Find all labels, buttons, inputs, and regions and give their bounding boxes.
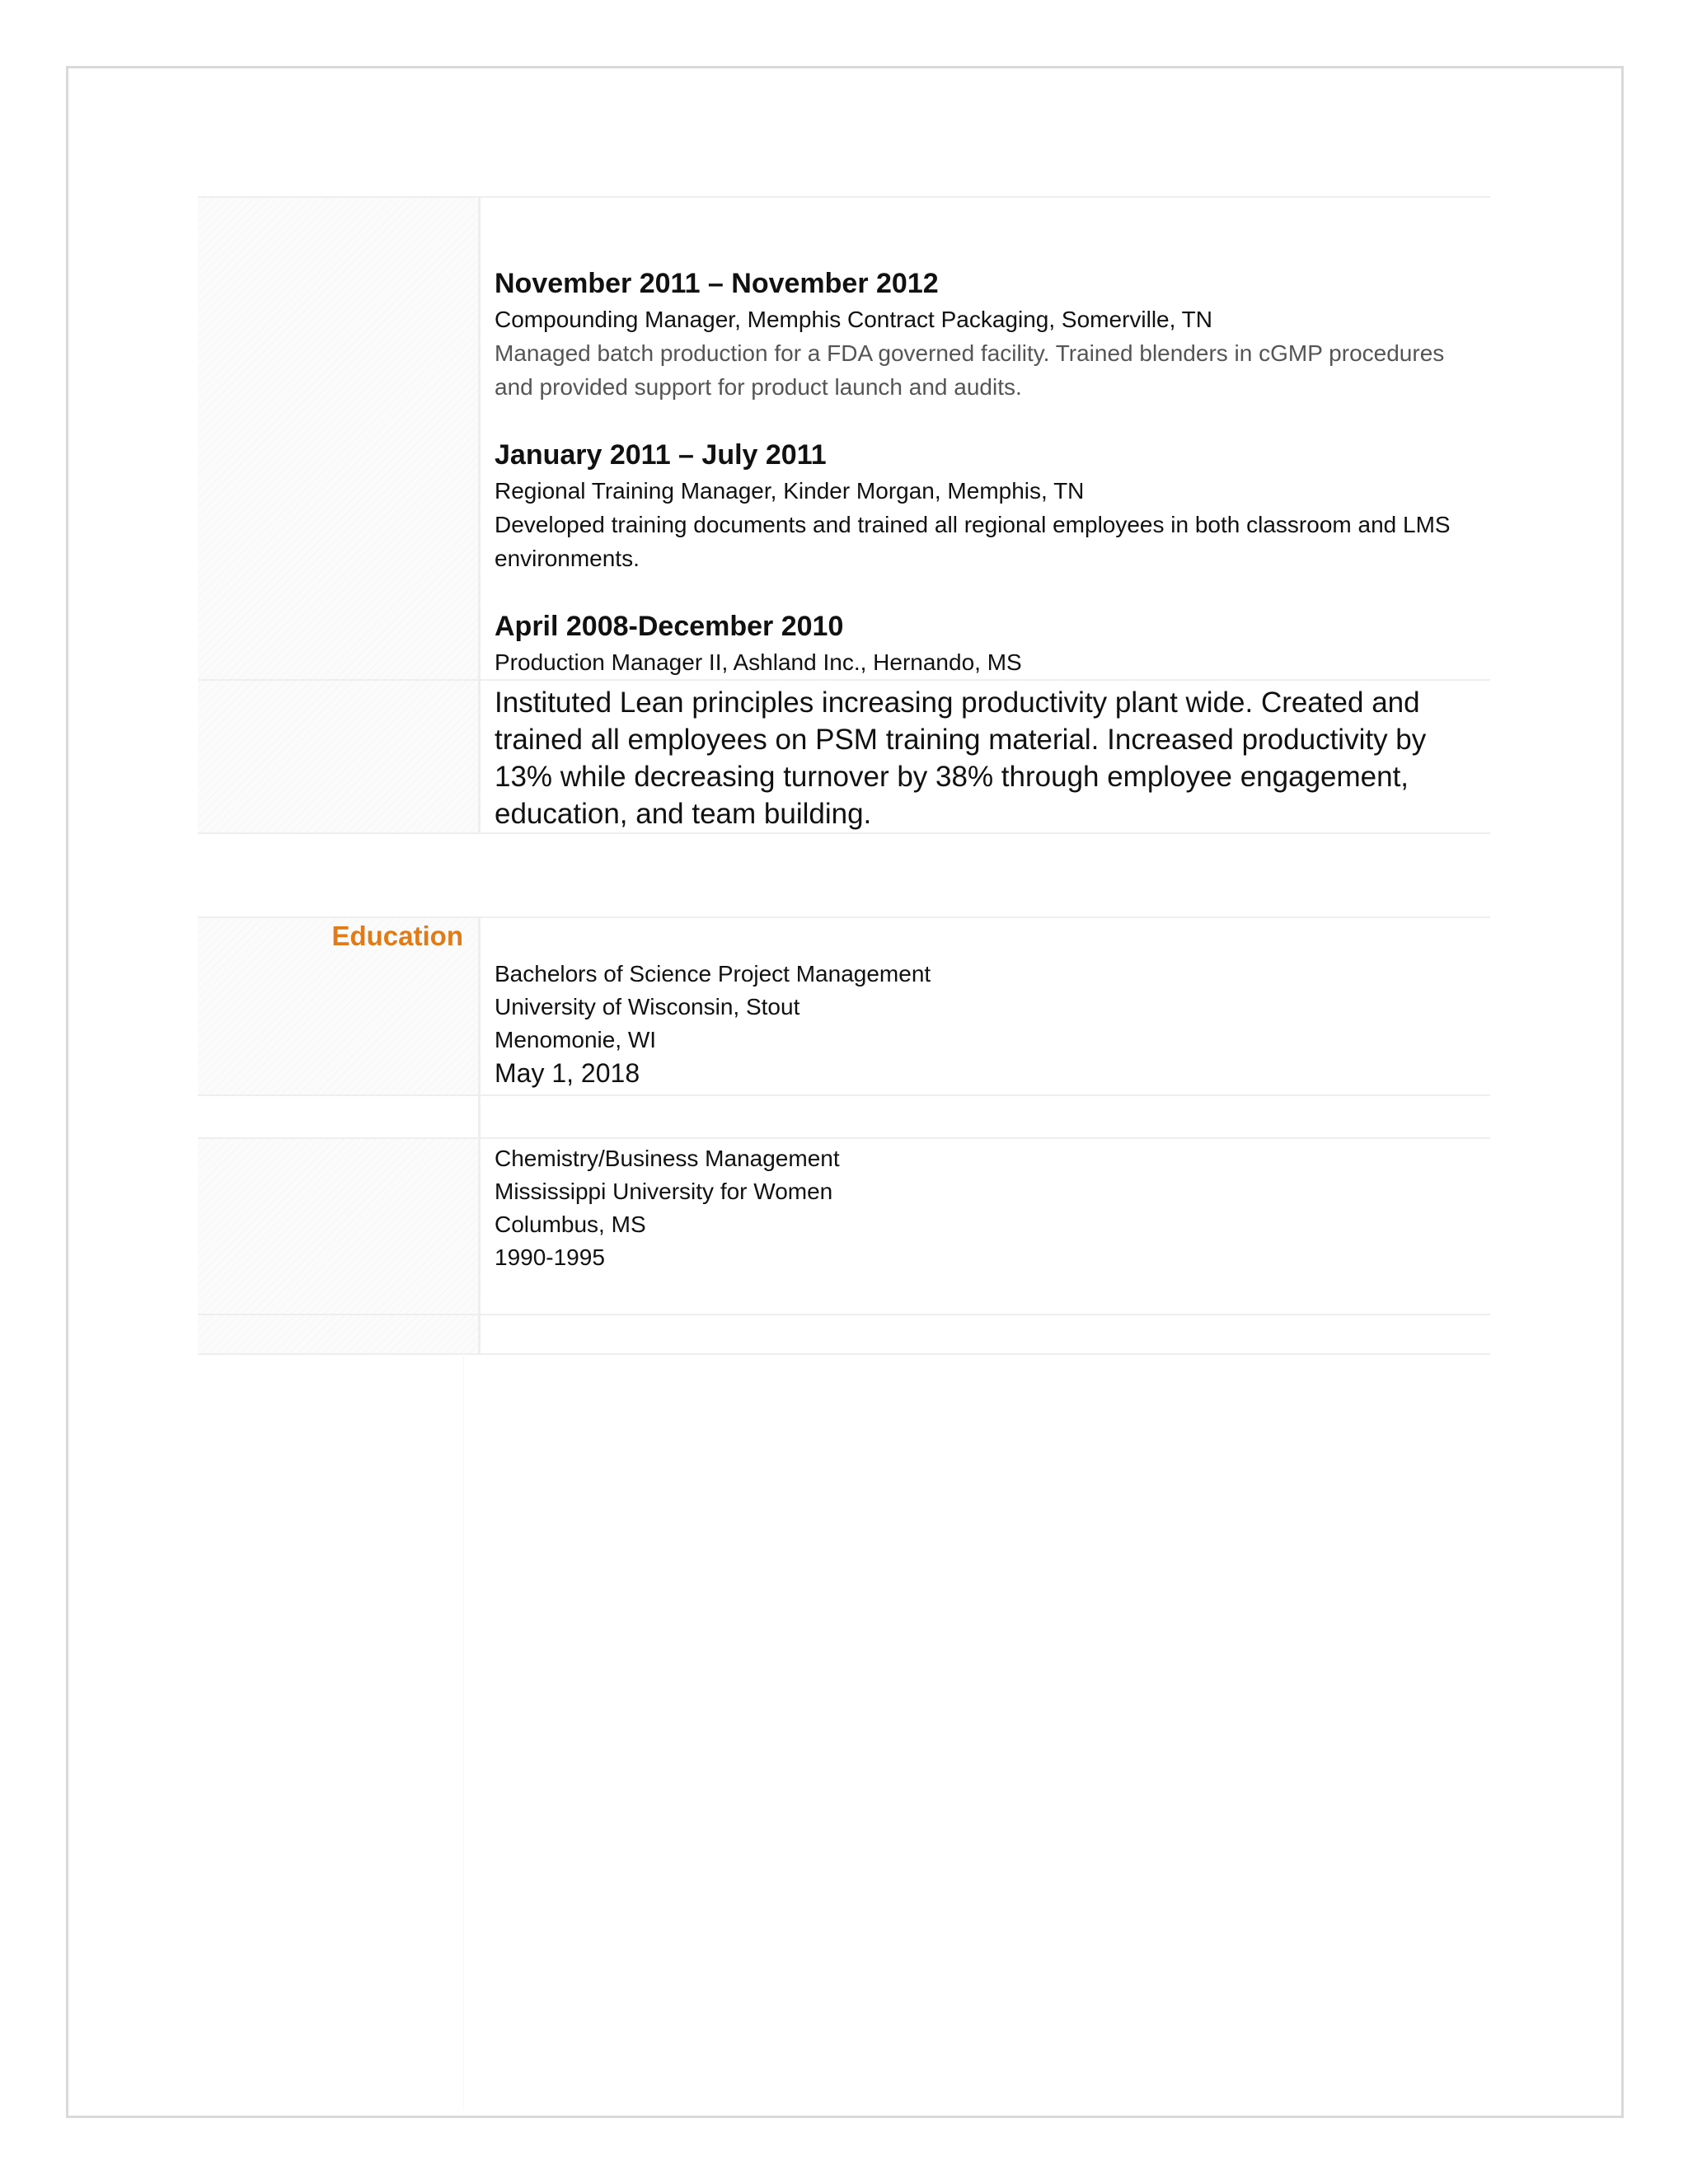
- education-divider: [478, 918, 481, 1094]
- job-entry: [495, 608, 1484, 679]
- education-school: Mississippi University for Women: [495, 1179, 833, 1204]
- education-degree: Bachelors of Science Project Management: [495, 961, 931, 987]
- education-degree: Chemistry/Business Management: [495, 1146, 840, 1171]
- faint-column-guide: [463, 1352, 464, 2110]
- table-rule-final: [198, 1353, 1490, 1355]
- education-divider-2: [478, 1139, 481, 1353]
- education-date: 1990-1995: [495, 1244, 605, 1270]
- job-description-block: [495, 684, 1484, 832]
- education-left-cell-2: [198, 1139, 478, 1314]
- job-entry: [495, 265, 1484, 404]
- job-description: Managed batch production for a FDA governed facility. Trained blenders in cGMP procedures and provided support for product launch and audits.: [495, 340, 1445, 400]
- education-entry: [495, 958, 1484, 1090]
- job-title: Production Manager II, Ashland Inc., Hernando, MS: [495, 649, 1022, 675]
- education-location: Menomonie, WI: [495, 1027, 657, 1052]
- education-location: Columbus, MS: [495, 1212, 646, 1237]
- job-dates: November 2011 – November 2012: [495, 268, 939, 299]
- experience-divider: [478, 198, 481, 832]
- job-dates: January 2011 – July 2011: [495, 439, 827, 471]
- job-description: Instituted Lean principles increasing productivity plant wide. Created and trained all employees on PSM training material. Increased productivity by 13% while decreasing turnover by 38% through employee engagement, education, and team building.: [495, 687, 1427, 830]
- experience-left-cell-2: [198, 681, 478, 832]
- job-title: Compounding Manager, Memphis Contract Packaging, Somerville, TN: [495, 307, 1213, 332]
- experience-left-cell: [198, 198, 478, 679]
- education-school: University of Wisconsin, Stout: [495, 994, 800, 1019]
- education-divider-gap: [478, 1096, 481, 1137]
- education-heading: Education: [331, 921, 463, 951]
- table-rule-experience-bottom: [198, 832, 1490, 834]
- job-dates: April 2008-December 2010: [495, 611, 844, 642]
- education-left-cell-3: [198, 1315, 478, 1353]
- job-description: Developed training documents and trained all regional employees in both classroom and LMS environments.: [495, 512, 1451, 571]
- education-date: May 1, 2018: [495, 1058, 640, 1088]
- education-entry: [495, 1142, 1484, 1274]
- job-title: Regional Training Manager, Kinder Morgan, Memphis, TN: [495, 478, 1085, 504]
- job-entry: [495, 437, 1484, 575]
- table-rule-education-mid: [198, 1094, 1490, 1096]
